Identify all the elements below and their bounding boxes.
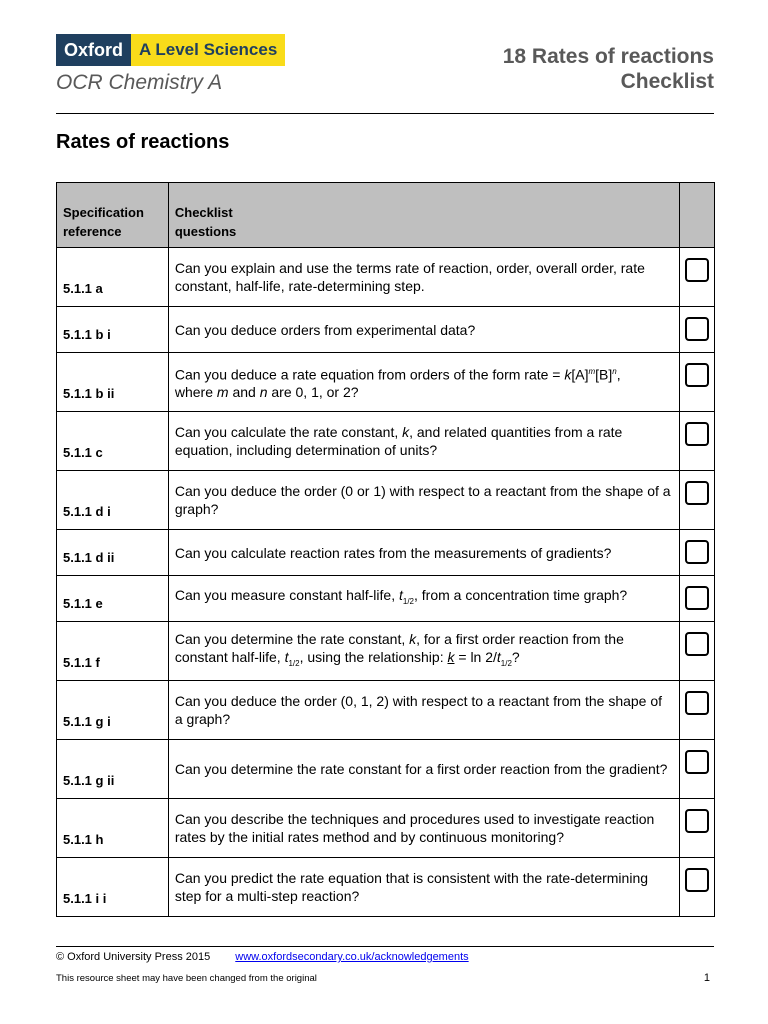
- page-header: [56, 34, 714, 114]
- spec-reference: 5.1.1 g i: [57, 681, 169, 740]
- checklist-question: Can you deduce a rate equation from orders of the form rate = $k[A]^m[B]^n$, where m and n are 0, 1, or 2?: [168, 353, 680, 412]
- column-header-questions-line1: Checklist: [174, 205, 233, 220]
- spec-reference: 5.1.1 a: [57, 248, 169, 307]
- checkbox[interactable]: [685, 809, 709, 833]
- document-title-line1: 18 Rates of reactions: [502, 45, 714, 68]
- table-header-row: [57, 183, 715, 248]
- checklist-question: Can you deduce the order (0, 1, 2) with respect to a reactant from the shape of a graph?: [168, 681, 680, 740]
- checkbox[interactable]: [685, 540, 709, 564]
- checkbox[interactable]: [685, 481, 709, 505]
- checkbox[interactable]: [685, 422, 709, 446]
- spec-reference: 5.1.1 f: [57, 622, 169, 681]
- table-row: [57, 248, 715, 307]
- table-row: [57, 622, 715, 681]
- checkbox[interactable]: [685, 691, 709, 715]
- table-row: [57, 858, 715, 917]
- checklist-table: [56, 182, 715, 917]
- checkbox[interactable]: [685, 363, 709, 387]
- subject-title: OCR Chemistry A: [56, 71, 223, 94]
- page-number: 1: [703, 972, 710, 984]
- section-title: Rates of reactions: [56, 131, 230, 153]
- spec-reference: 5.1.1 i i: [57, 858, 169, 917]
- table-row: [57, 799, 715, 858]
- checklist-question: Can you calculate reaction rates from the measurements of gradients?: [168, 530, 680, 576]
- spec-reference: 5.1.1 g ii: [57, 740, 169, 799]
- table-row: [57, 353, 715, 412]
- checklist-question: Can you deduce orders from experimental data?: [168, 307, 680, 353]
- logo-oxford-text: Oxford: [56, 34, 131, 66]
- spec-reference: 5.1.1 b i: [57, 307, 169, 353]
- footer-divider: [56, 946, 714, 947]
- checkbox[interactable]: [685, 868, 709, 892]
- checkbox[interactable]: [685, 586, 709, 610]
- footer-copyright-line: [56, 951, 469, 963]
- checkbox[interactable]: [685, 750, 709, 774]
- column-header-reference-line1: Specification: [63, 205, 144, 220]
- table-row: [57, 307, 715, 353]
- checklist-question: Can you determine the rate constant for a first order reaction from the gradient?: [168, 740, 680, 799]
- checklist-question: Can you measure constant half-life, $t_{1/2}$, from a concentration time graph?: [168, 576, 680, 622]
- table-row: [57, 681, 715, 740]
- checklist-question: Can you explain and use the terms rate of reaction, order, overall order, rate constant, half-life, rate-determining step.: [168, 248, 680, 307]
- document-title: [503, 44, 714, 94]
- table-row: [57, 471, 715, 530]
- column-header-questions-line2: questions: [174, 224, 237, 239]
- checklist-question: Can you deduce the order (0 or 1) with respect to a reactant from the shape of a graph?: [168, 471, 680, 530]
- checklist-question: Can you describe the techniques and procedures used to investigate reaction rates by the initial rates method and by continuous monitoring?: [168, 799, 680, 858]
- column-header-questions: [168, 183, 680, 248]
- checklist-question: Can you determine the rate constant, k, for a first order reaction from the constant half-life, $t_{1/2}$, using the relationship: $k = \ln 2/t_{1/2}$?: [168, 622, 680, 681]
- table-row: [57, 740, 715, 799]
- spec-reference: 5.1.1 c: [57, 412, 169, 471]
- checklist-question: Can you predict the rate equation that is consistent with the rate-determining step for a multi-step reaction?: [168, 858, 680, 917]
- column-header-reference: [57, 183, 169, 248]
- spec-reference: 5.1.1 b ii: [57, 353, 169, 412]
- checklist-question: Can you calculate the rate constant, k, and related quantities from a rate equation, including determination of units?: [168, 412, 680, 471]
- copyright-text: © Oxford University Press 2015: [56, 951, 211, 963]
- header-divider: [56, 113, 714, 114]
- spec-reference: 5.1.1 h: [57, 799, 169, 858]
- checkbox[interactable]: [685, 632, 709, 656]
- table-row: [57, 412, 715, 471]
- spec-reference: 5.1.1 d i: [57, 471, 169, 530]
- table-row: [57, 576, 715, 622]
- acknowledgements-link[interactable]: www.oxfordsecondary.co.uk/acknowledgements: [235, 951, 469, 963]
- spec-reference: 5.1.1 e: [57, 576, 169, 622]
- checkbox[interactable]: [685, 317, 709, 341]
- oxford-logo: [56, 34, 285, 66]
- column-header-checkbox: [680, 183, 715, 248]
- spec-reference: 5.1.1 d ii: [57, 530, 169, 576]
- checkbox[interactable]: [685, 258, 709, 282]
- logo-series-text: A Level Sciences: [131, 34, 285, 66]
- table-row: [57, 530, 715, 576]
- footer-note: This resource sheet may have been changed from the original: [56, 973, 317, 984]
- document-title-line2: Checklist: [620, 70, 714, 93]
- column-header-reference-line2: reference: [63, 224, 122, 239]
